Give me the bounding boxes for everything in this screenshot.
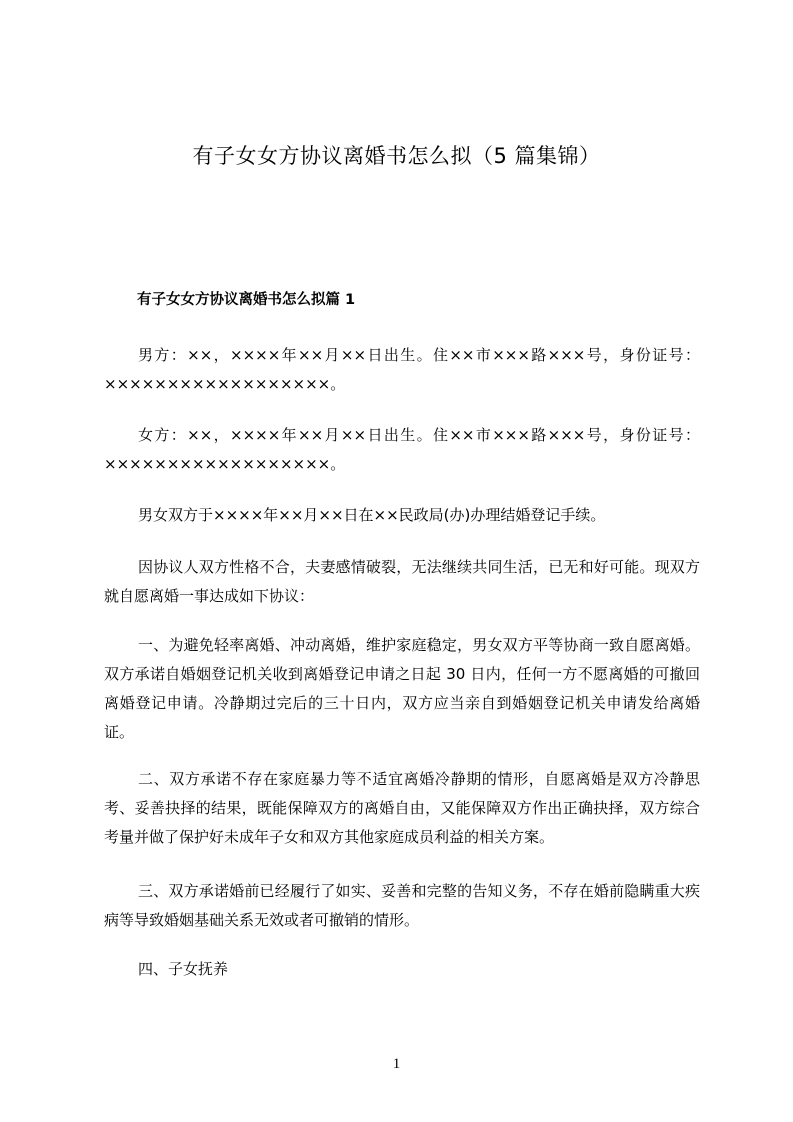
paragraph-female-party: 女方：××，××××年××月××日出生。住××市×××路×××号，身份证号：××××××××××××××××××。 — [104, 426, 700, 473]
paragraph-clause-four: 四、子女抚养 — [138, 960, 229, 978]
page-number: 1 — [392, 1056, 401, 1072]
paragraph-clause-three: 三、双方承诺婚前已经履行了如实、妥善和完整的告知义务，不存在婚前隐瞒重大疾病等导致婚姻基础关系无效或者可撤销的情形。 — [104, 882, 700, 929]
paragraph-male-party: 男方：××，××××年××月××日出生。住××市×××路×××号，身份证号：××××××××××××××××××。 — [104, 346, 700, 393]
paragraph-marriage-registration: 男女双方于××××年××月××日在××民政局(办)办理结婚登记手续。 — [138, 506, 606, 524]
paragraph-reason: 因协议人双方性格不合，夫妻感情破裂，无法继续共同生活，已无和好可能。现双方就自愿离婚一事达成如下协议： — [104, 558, 700, 605]
paragraph-clause-two: 二、双方承诺不存在家庭暴力等不适宜离婚冷静期的情形，自愿离婚是双方冷静思考、妥善抉择的结果，既能保障双方的离婚自由，又能保障双方作出正确抉择，双方综合考量并做了保护好未成年子女和双方其他家庭成员利益的相关方案。 — [104, 770, 700, 846]
section-heading: 有子女女方协议离婚书怎么拟篇 1 — [137, 292, 356, 308]
document-title: 有子女女方协议离婚书怎么拟（5 篇集锦） — [192, 144, 601, 168]
paragraph-clause-one: 一、为避免轻率离婚、冲动离婚，维护家庭稳定，男女双方平等协商一致自愿离婚。双方承诺自婚姻登记机关收到离婚登记申请之日起 30 日内，任何一方不愿离婚的可撤回离婚登记申请。冷静期过完后的三十日内，双方应当亲自到婚姻登记机关申请发给离婚证。 — [104, 636, 700, 741]
